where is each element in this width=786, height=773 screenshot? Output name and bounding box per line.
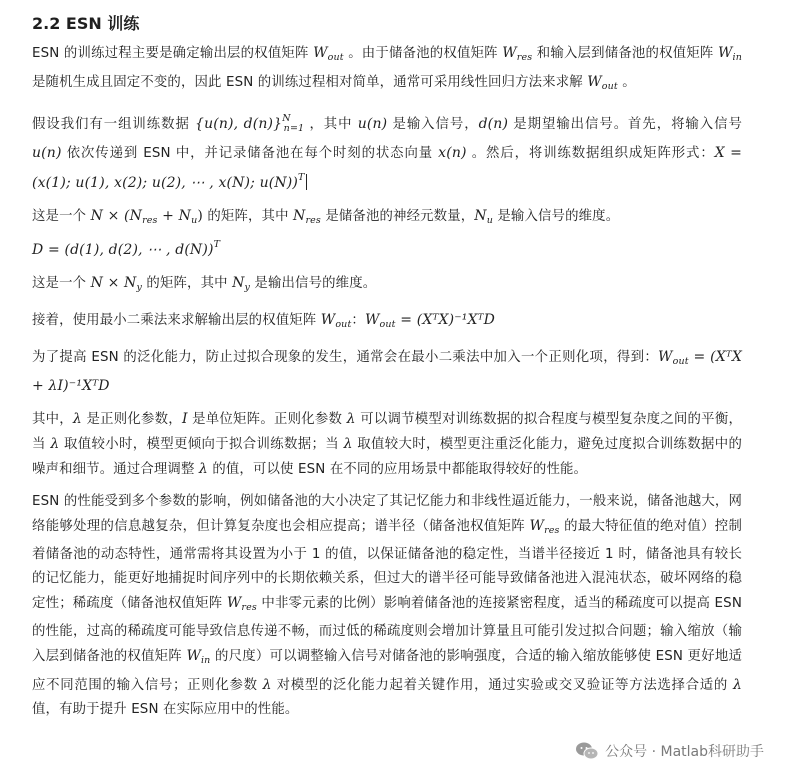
- article: [32, 0, 742, 730]
- wechat-icon: [575, 741, 599, 761]
- math-w-out: $W_{out}$: [313, 45, 344, 63]
- math-w-in: $W_{in}$: [186, 648, 211, 666]
- math-x-matrix: X = (x(1); u(1), x(2); u(2), ⋯ , x(N); u(N))$^T$: [32, 145, 742, 191]
- math-least-squares: $W_{out}$ = (XᵀX)⁻¹XᵀD: [364, 312, 496, 330]
- math-w-res: $W_{res}$: [226, 595, 257, 613]
- math-ridge-regression: $W_{out}$ = (XᵀX + λI)⁻¹XᵀD: [32, 349, 743, 394]
- math-w-res: $W_{res}$: [529, 518, 560, 536]
- math-n-y: $N_y$: [232, 275, 250, 293]
- paragraph-7: 其中，λ 是正则化参数，I 是单位矩阵。正则化参数 λ 可以调节模型对训练数据的拟合程度与模型复杂度之间的平衡，当 λ 取值较小时，模型更倾向于拟合训练数据；当 λ 取值较大时，模型更注重泛化能力，避免过度拟合训练数据中的噪声和细节。通过合理调整 λ 的值，可以使 ESN 在不同的应用场景中都能取得较好的性能。: [32, 411, 743, 477]
- section-heading: 2.2 ESN 训练: [32, 14, 140, 33]
- math-d-n: d(n): [478, 116, 509, 132]
- math-lambda: λ: [72, 411, 82, 427]
- math-w-out: $W_{out}$: [587, 74, 618, 92]
- math-lambda: λ: [50, 436, 60, 452]
- math-dim-x: $N \times (N_{res} + N_u)$: [90, 208, 203, 226]
- math-dataset: {u(n), d(n)}$^N_{n=1}$: [195, 113, 305, 134]
- paragraph-2: 假设我们有一组训练数据 {u(n), d(n)}$^N_{n=1}$ ，其中 u(n) 是输入信号，d(n) 是期望输出信号。首先，将输入信号 u(n) 依次传递到 ESN 中，并记录储备池在每个时刻的状态向量 x(n) 。然后，将训练数据组织成矩阵形式：X = (x(1); u(1), x(2); u(2), ⋯ , x(N); u(N))$^T$: [32, 113, 743, 191]
- math-lambda: λ: [346, 411, 356, 427]
- math-n-u: $N_u$: [474, 208, 493, 226]
- math-w-in: $W_{in}$: [717, 45, 742, 63]
- paragraph-3: 这是一个 $N \times (N_{res} + N_u)$ 的矩阵，其中 $N_{res}$ 是储备池的神经元数量，$N_u$ 是输入信号的维度。 D = (d(1), d(2), ⋯ , d(N))$^T$: [32, 208, 620, 258]
- math-lambda: λ: [343, 436, 353, 452]
- math-lambda: λ: [262, 677, 272, 693]
- math-w-out: $W_{out}$: [320, 312, 352, 330]
- math-identity: I: [181, 411, 188, 427]
- math-n-res: $N_{res}$: [293, 208, 321, 226]
- math-u-n: u(n): [357, 116, 388, 132]
- paragraph-5: 接着，使用最小二乘法来求解输出层的权值矩阵 $W_{out}$：$W_{out}$ = (XᵀX)⁻¹XᵀD: [32, 312, 496, 330]
- text-cursor: [306, 174, 307, 190]
- math-u-n: u(n): [32, 145, 62, 161]
- math-w-res: $W_{res}$: [502, 45, 533, 63]
- math-x-n: x(n): [438, 145, 467, 161]
- math-lambda: λ: [732, 677, 742, 693]
- paragraph-6: 为了提高 ESN 的泛化能力，防止过拟合现象的发生，通常会在最小二乘法中加入一个正则化项，得到：$W_{out}$ = (XᵀX + λI)⁻¹XᵀD: [32, 349, 743, 394]
- math-dim-d: $N \times N_y$: [90, 275, 142, 293]
- math-d-matrix: D = (d(1), d(2), ⋯ , d(N))$^T$: [32, 239, 221, 258]
- math-lambda: λ: [198, 461, 208, 477]
- watermark: [575, 741, 764, 761]
- paragraph-8: ESN 的性能受到多个参数的影响，例如储备池的大小决定了其记忆能力和非线性逼近能力，一般来说，储备池越大，网络能够处理的信息越复杂，但计算复杂度也会相应提高；谱半径（储备池权值矩阵 $W_{res}$ 的最大特征值的绝对值）控制着储备池的动态特性，通常需将其设置为小于 1 的值，以保证储备池的稳定性，当谱半径接近 1 时，储备池具有较长的记忆能力，能更好地捕捉时间序列中的长期依赖关系，但过大的谱半径可能导致储备池进入混沌状态，破坏网络的稳定性；稀疏度（储备池权值矩阵 $W_{res}$ 中非零元素的比例）影响着储备池的连接紧密程度，适当的稀疏度可以提高 ESN 的性能，过高的稀疏度可能导致信息传递不畅，而过低的稀疏度则会增加计算量且可能引发过拟合问题；输入缩放（输入层到储备池的权值矩阵 $W_{in}$ 的尺度）可以调整输入信号对储备池的影响强度，合适的输入缩放能够使 ESN 更好地适应不同范围的输入信号；正则化参数 λ 对模型的泛化能力起着关键作用，通过实验或交叉验证等方法选择合适的 λ 值，有助于提升 ESN 在实际应用中的性能。: [32, 494, 742, 717]
- paragraph-4: 这是一个 $N \times N_y$ 的矩阵，其中 $N_y$ 是输出信号的维度。: [32, 275, 377, 293]
- watermark-text: 公众号 · Matlab科研助手: [605, 744, 764, 760]
- paragraph-1: ESN 的训练过程主要是确定输出层的权值矩阵 $W_{out}$ 。由于储备池的权值矩阵 $W_{res}$ 和输入层到储备池的权值矩阵 $W_{in}$ 是随机生成且固定不变的，因此 ESN 的训练过程相对简单，通常可采用线性回归方法来求解 $W_{out}$ 。: [32, 45, 742, 92]
